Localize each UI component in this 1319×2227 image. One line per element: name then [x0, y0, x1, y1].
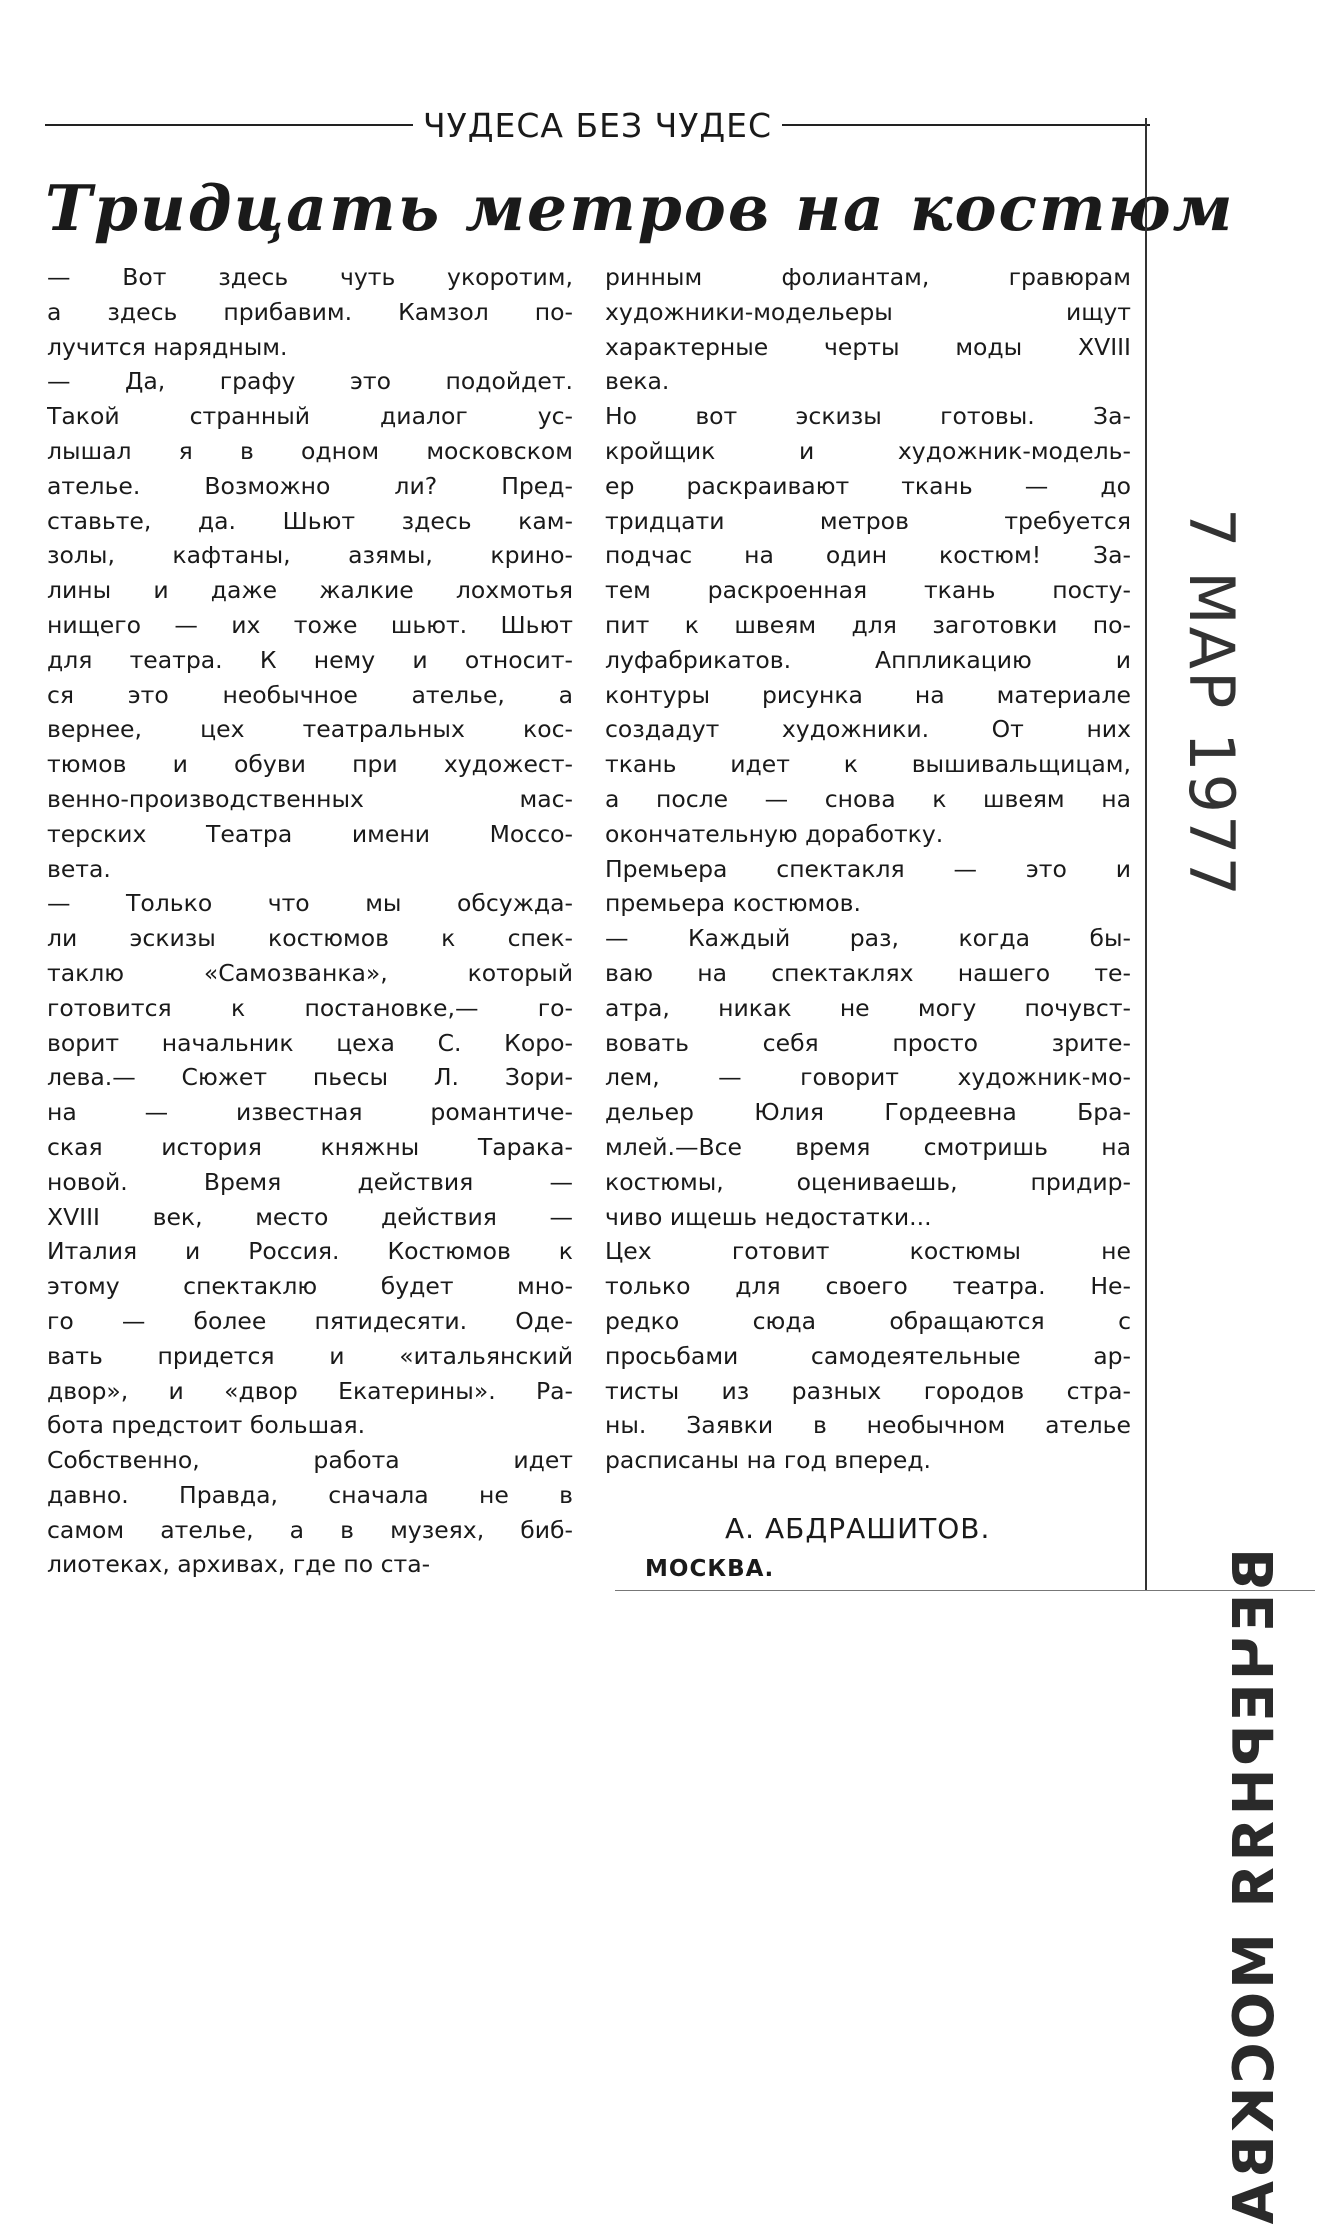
article-line: ателье. Возможно ли? Пред- [47, 471, 573, 500]
article-line: вета. [47, 854, 111, 883]
article-line: бота предстоит большая. [47, 1411, 366, 1440]
article-line: Такой странный диалог ус- [47, 402, 573, 431]
article-line: самом ателье, а в музеях, биб- [47, 1515, 573, 1544]
article-line: — Каждый раз, когда бы- [605, 924, 1131, 953]
article-line: Собственно, работа идет [47, 1446, 573, 1475]
article-line: золы, кафтаны, азямы, крино- [47, 541, 573, 570]
article-line: а после — снова к швеям на [605, 784, 1131, 813]
newspaper-name-stamp: ВЕЧЕРНЯЯ МОСКВА [1222, 1548, 1287, 2227]
article-line: просьбами самодеятельные ар- [605, 1341, 1131, 1370]
article-line: ся это необычное ателье, а [47, 680, 573, 709]
article-line: ваю на спектаклях нашего те- [605, 958, 1131, 987]
article-line: этому спектаклю будет мно- [47, 1272, 573, 1301]
article-line: терских Театра имени Моссо- [47, 819, 573, 848]
article-line: ворит начальник цеха С. Коро- [47, 1028, 573, 1057]
article-line: контуры рисунка на материале [605, 680, 1131, 709]
article-line: тисты из разных городов стра- [605, 1376, 1131, 1405]
article-line: только для своего театра. Не- [605, 1272, 1131, 1301]
dateline-city: МОСКВА. [645, 1556, 775, 1582]
article-line: создадут художники. От них [605, 715, 1131, 744]
article-line: а здесь прибавим. Камзол по- [47, 297, 573, 326]
article-line: венно-производственных мас- [47, 784, 573, 813]
article-line: луфабрикатов. Аппликацию и [605, 645, 1131, 674]
article-line: лины и даже жалкие лохмотья [47, 576, 573, 605]
article-line: художники-модельеры ищут [605, 297, 1131, 326]
article-line: подчас на один костюм! За- [605, 541, 1131, 570]
article-line: лышал я в одном московском [47, 436, 573, 465]
article-column-right [605, 260, 1131, 1478]
clipping-border-bottom [615, 1590, 1315, 1591]
article-line: таклю «Самозванка», который [47, 958, 573, 987]
article-line: для театра. К нему и относит- [47, 645, 573, 674]
rubric-rule-right [782, 124, 1150, 126]
article-line: ская история княжны Тарака- [47, 1132, 573, 1161]
article-line: готовится к постановке,— го- [47, 993, 573, 1022]
article-line: тюмов и обуви при художест- [47, 750, 573, 779]
article-line: двор», и «двор Екатерины». Ра- [47, 1376, 573, 1405]
article-line: премьера костюмов. [605, 889, 861, 918]
article-line: расписаны на год вперед. [605, 1446, 932, 1475]
article-line: вернее, цех театральных кос- [47, 715, 573, 744]
article-line: нищего — их тоже шьют. Шьют [47, 610, 573, 639]
article-line: ткань идет к вышивальщицам, [605, 750, 1131, 779]
article-line: характерные черты моды XVIII [605, 332, 1131, 361]
article-line: вовать себя просто зрите- [605, 1028, 1131, 1057]
clipping-border-right [1145, 118, 1147, 1590]
article-line: пит к швеям для заготовки по- [605, 610, 1131, 639]
article-line: — Только что мы обсужда- [47, 889, 573, 918]
article-line: лиотеках, архивах, где по ста- [47, 1550, 431, 1579]
article-line: го — более пятидесяти. Оде- [47, 1306, 573, 1335]
article-line: редко сюда обращаются с [605, 1306, 1131, 1335]
article-line: тридцати метров требуется [605, 506, 1131, 535]
article-line: новой. Время действия — [47, 1167, 573, 1196]
article-line: кройщик и художник-модель- [605, 436, 1131, 465]
article-line: Премьера спектакля — это и [605, 854, 1131, 883]
article-line: чиво ищешь недостатки... [605, 1202, 932, 1231]
article-line: ер раскраивают ткань — до [605, 471, 1131, 500]
rubric-header [45, 100, 1150, 150]
article-line: окончательную доработку. [605, 819, 944, 848]
article-line: дельер Юлия Гордеевна Бра- [605, 1098, 1131, 1127]
archive-date-stamp: 7 МАР 1977 [1175, 508, 1248, 898]
article-line: млей.—Все время смотришь на [605, 1132, 1131, 1161]
rubric-title: ЧУДЕСА БЕЗ ЧУДЕС [423, 105, 773, 145]
article-line: XVIII век, место действия — [47, 1202, 573, 1231]
article-line: — Вот здесь чуть укоротим, [47, 263, 573, 291]
article-line: на — известная романтиче- [47, 1098, 573, 1127]
article-line: ли эскизы костюмов к спек- [47, 924, 573, 953]
article-line: лем, — говорит художник-мо- [605, 1063, 1131, 1092]
article-line: — Да, графу это подойдет. [47, 367, 573, 396]
article-line: Италия и Россия. Костюмов к [47, 1237, 573, 1266]
article-line: ринным фолиантам, гравюрам [605, 263, 1131, 291]
article-line: века. [605, 367, 670, 396]
author-signature: А. АБДРАШИТОВ. [725, 1512, 991, 1545]
article-line: атра, никак не могу почувст- [605, 993, 1131, 1022]
article-line: лева.— Сюжет пьесы Л. Зори- [47, 1063, 573, 1092]
article-line: ны. Заявки в необычном ателье [605, 1411, 1131, 1440]
article-line: ставьте, да. Шьют здесь кам- [47, 506, 573, 535]
article-line: вать придется и «итальянский [47, 1341, 573, 1370]
article-line: лучится нарядным. [47, 332, 288, 361]
article-line: давно. Правда, сначала не в [47, 1480, 573, 1509]
article-column-left [47, 260, 573, 1582]
article-headline: Тридцать метров на костюм [45, 171, 1235, 245]
rubric-rule-left [45, 124, 413, 126]
article-line: тем раскроенная ткань посту- [605, 576, 1131, 605]
article-line: Но вот эскизы готовы. За- [605, 402, 1131, 431]
article-line: костюмы, оцениваешь, придир- [605, 1167, 1131, 1196]
article-line: Цех готовит костюмы не [605, 1237, 1131, 1266]
